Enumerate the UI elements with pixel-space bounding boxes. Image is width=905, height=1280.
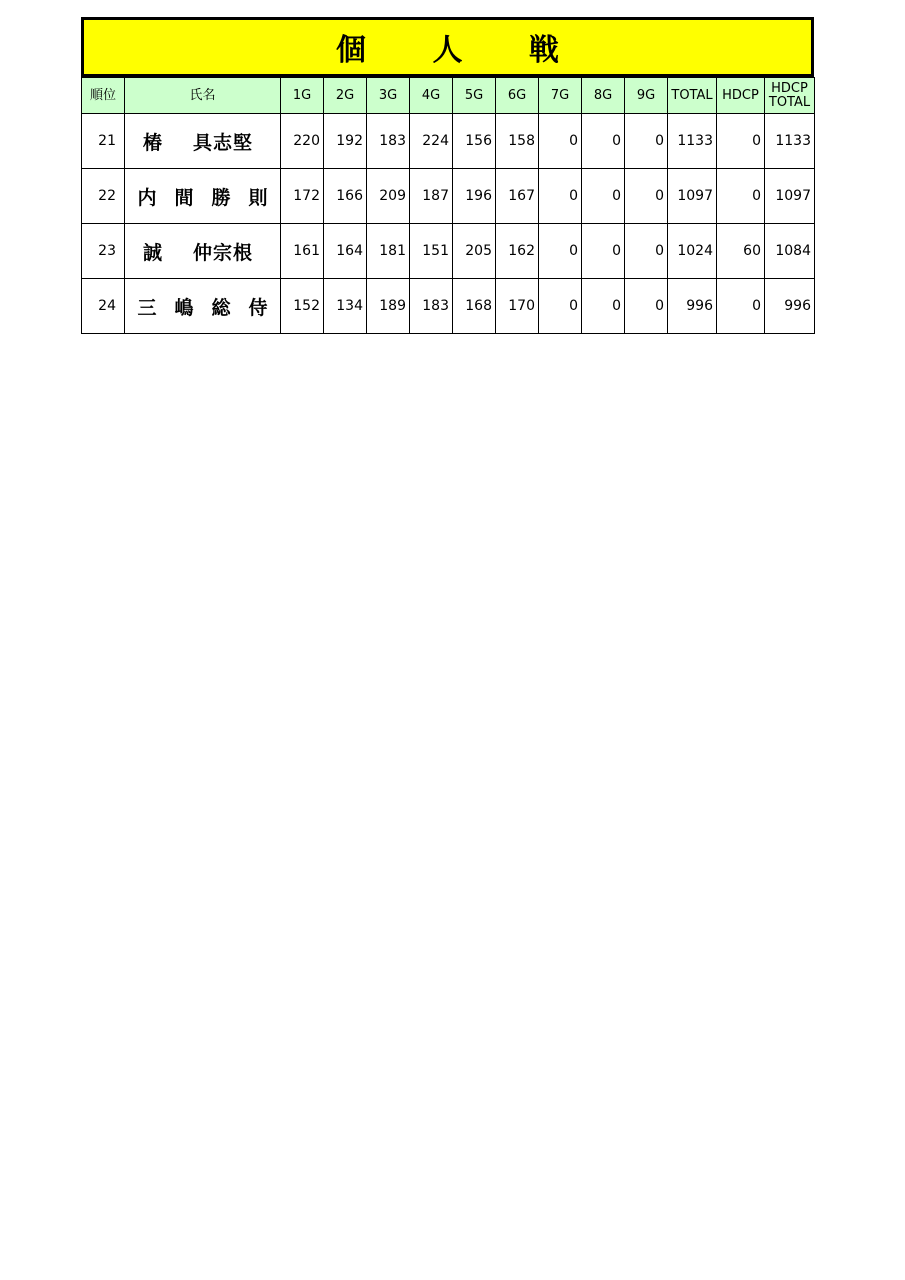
game-1-score: 172 — [281, 169, 324, 224]
game-5-score: 205 — [453, 224, 496, 279]
game-6-score: 162 — [496, 224, 539, 279]
results-sheet — [81, 17, 814, 334]
game-4-score: 187 — [410, 169, 453, 224]
page-title: 個 人 戦 — [81, 17, 814, 77]
game-1-score: 220 — [281, 114, 324, 169]
hdcp-cell: 0 — [717, 169, 765, 224]
game-2-score: 166 — [324, 169, 367, 224]
hdcp-total-cell: 1084 — [765, 224, 815, 279]
game-4-score: 151 — [410, 224, 453, 279]
game-9-score: 0 — [625, 169, 668, 224]
game-2-score: 164 — [324, 224, 367, 279]
header-hdcp-total-line1: HDCP — [771, 80, 808, 96]
header-rank: 順位 — [82, 78, 125, 114]
header-7g: 7G — [539, 78, 582, 114]
game-2-score: 192 — [324, 114, 367, 169]
header-hdcp: HDCP — [717, 78, 765, 114]
game-2-score: 134 — [324, 279, 367, 334]
game-9-score: 0 — [625, 224, 668, 279]
game-3-score: 189 — [367, 279, 410, 334]
player-name-part: 嶋 — [174, 296, 195, 319]
player-name-part: 椿 — [142, 131, 163, 154]
game-7-score: 0 — [539, 114, 582, 169]
game-9-score: 0 — [625, 114, 668, 169]
game-8-score: 0 — [582, 169, 625, 224]
game-8-score: 0 — [582, 279, 625, 334]
table-row — [82, 279, 815, 334]
total-cell: 1024 — [668, 224, 717, 279]
game-4-score: 183 — [410, 279, 453, 334]
game-6-score: 170 — [496, 279, 539, 334]
game-8-score: 0 — [582, 224, 625, 279]
player-name-part: 勝 — [211, 186, 232, 209]
total-cell: 1097 — [668, 169, 717, 224]
table-row — [82, 114, 815, 169]
header-4g: 4G — [410, 78, 453, 114]
game-7-score: 0 — [539, 169, 582, 224]
player-name-part: 誠 — [142, 241, 163, 264]
game-6-score: 158 — [496, 114, 539, 169]
player-name-cell — [125, 114, 281, 169]
player-name-cell — [125, 169, 281, 224]
player-name-cell — [125, 279, 281, 334]
player-name-part: 内 — [137, 186, 158, 209]
game-9-score: 0 — [625, 279, 668, 334]
total-cell: 996 — [668, 279, 717, 334]
hdcp-total-cell: 1097 — [765, 169, 815, 224]
game-1-score: 161 — [281, 224, 324, 279]
rank-cell: 21 — [82, 114, 125, 169]
game-5-score: 168 — [453, 279, 496, 334]
hdcp-cell: 0 — [717, 279, 765, 334]
game-6-score: 167 — [496, 169, 539, 224]
total-cell: 1133 — [668, 114, 717, 169]
player-name-part: 間 — [174, 186, 195, 209]
header-9g: 9G — [625, 78, 668, 114]
results-table — [81, 77, 815, 334]
header-1g: 1G — [281, 78, 324, 114]
hdcp-total-cell: 996 — [765, 279, 815, 334]
header-2g: 2G — [324, 78, 367, 114]
header-3g: 3G — [367, 78, 410, 114]
header-hdcp-total-line2: TOTAL — [768, 94, 811, 110]
rank-cell: 23 — [82, 224, 125, 279]
game-7-score: 0 — [539, 279, 582, 334]
results-body — [82, 114, 815, 334]
game-5-score: 156 — [453, 114, 496, 169]
game-4-score: 224 — [410, 114, 453, 169]
game-5-score: 196 — [453, 169, 496, 224]
game-8-score: 0 — [582, 114, 625, 169]
rank-cell: 24 — [82, 279, 125, 334]
hdcp-cell: 0 — [717, 114, 765, 169]
hdcp-total-cell: 1133 — [765, 114, 815, 169]
player-name-part: 三 — [137, 296, 158, 319]
player-name-cell — [125, 224, 281, 279]
header-5g: 5G — [453, 78, 496, 114]
table-row — [82, 169, 815, 224]
header-6g: 6G — [496, 78, 539, 114]
game-3-score: 181 — [367, 224, 410, 279]
game-1-score: 152 — [281, 279, 324, 334]
header-hdcp-total — [765, 78, 815, 114]
hdcp-cell: 60 — [717, 224, 765, 279]
game-3-score: 183 — [367, 114, 410, 169]
player-name-part: 則 — [248, 186, 269, 209]
header-8g: 8G — [582, 78, 625, 114]
header-total: TOTAL — [668, 78, 717, 114]
game-3-score: 209 — [367, 169, 410, 224]
table-row — [82, 224, 815, 279]
game-7-score: 0 — [539, 224, 582, 279]
header-row — [82, 78, 815, 114]
player-name-part: 具志堅 — [193, 131, 254, 154]
player-name-part: 侍 — [248, 296, 269, 319]
player-name-part: 仲宗根 — [193, 241, 254, 264]
header-name: 氏名 — [125, 78, 281, 114]
rank-cell: 22 — [82, 169, 125, 224]
player-name-part: 総 — [211, 296, 232, 319]
